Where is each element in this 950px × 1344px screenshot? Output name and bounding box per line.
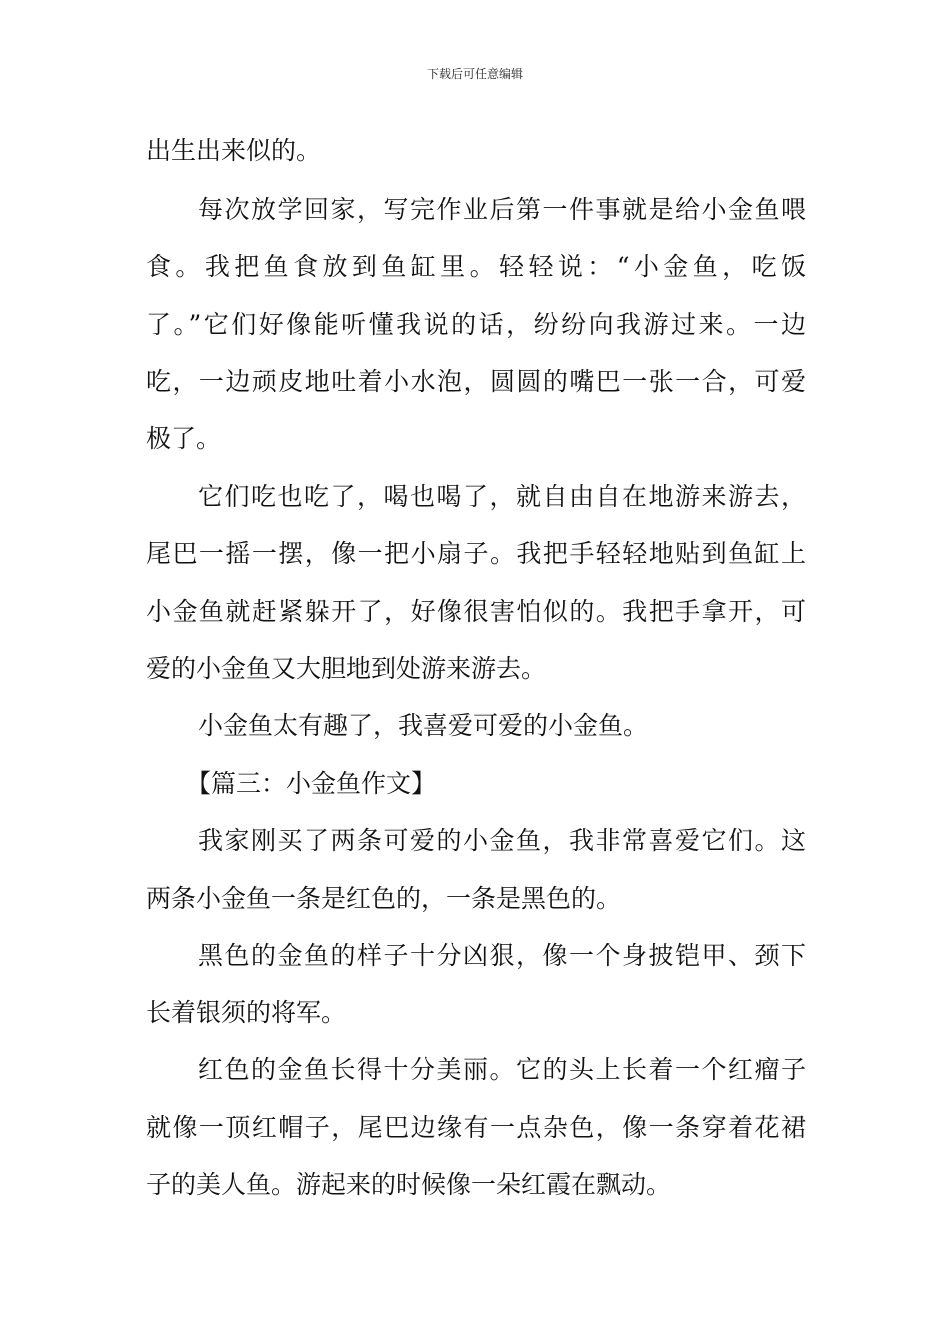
text-line: 极了。: [146, 424, 222, 453]
section-heading: 【篇三：小金鱼作文】: [186, 769, 437, 798]
page-header: 下载后可任意编辑: [426, 67, 523, 81]
text-line: 黑色的金鱼的样子十分凶狠，像一个身披铠甲、颈下: [198, 941, 806, 970]
text-line: 红色的金鱼长得十分美丽。它的头上长着一个红瘤子: [198, 1055, 806, 1084]
text-line: 小金鱼太有趣了，我喜爱可爱的小金鱼。: [198, 711, 649, 740]
text-line: 我家刚买了两条可爱的小金鱼，我非常喜爱它们。这: [198, 826, 806, 855]
text-line: 小金鱼就赶紧躲开了，好像很害怕似的。我把手拿开，可: [146, 597, 806, 626]
text-line: 就像一顶红帽子，尾巴边缘有一点杂色，像一条穿着花裙: [146, 1113, 806, 1142]
text-line: 出生出来似的。: [146, 136, 322, 165]
text-line: 两条小金鱼一条是红色的，一条是黑色的。: [146, 884, 622, 913]
text-line: 吃，一边顽皮地吐着小水泡，圆圆的嘴巴一张一合，可爱: [146, 367, 806, 396]
text-line: 尾巴一摇一摆，像一把小扇子。我把手轻轻地贴到鱼缸上: [146, 539, 806, 568]
text-line: 长着银须的将军。: [146, 998, 347, 1027]
text-line: 子的美人鱼。游起来的时候像一朵红霞在飘动。: [146, 1170, 672, 1199]
text-line: 了。”它们好像能听懂我说的话，纷纷向我游过来。一边: [146, 310, 806, 339]
text-line: 它们吃也吃了，喝也喝了，就自由自在地游来游去，: [198, 482, 806, 511]
text-line: 食。我把鱼食放到鱼缸里。轻轻说：“小金鱼，吃饭: [146, 252, 806, 281]
text-line: 每次放学回家，写完作业后第一件事就是给小金鱼喂: [198, 195, 806, 224]
text-line: 爱的小金鱼又大胆地到处游来游去。: [146, 654, 547, 683]
